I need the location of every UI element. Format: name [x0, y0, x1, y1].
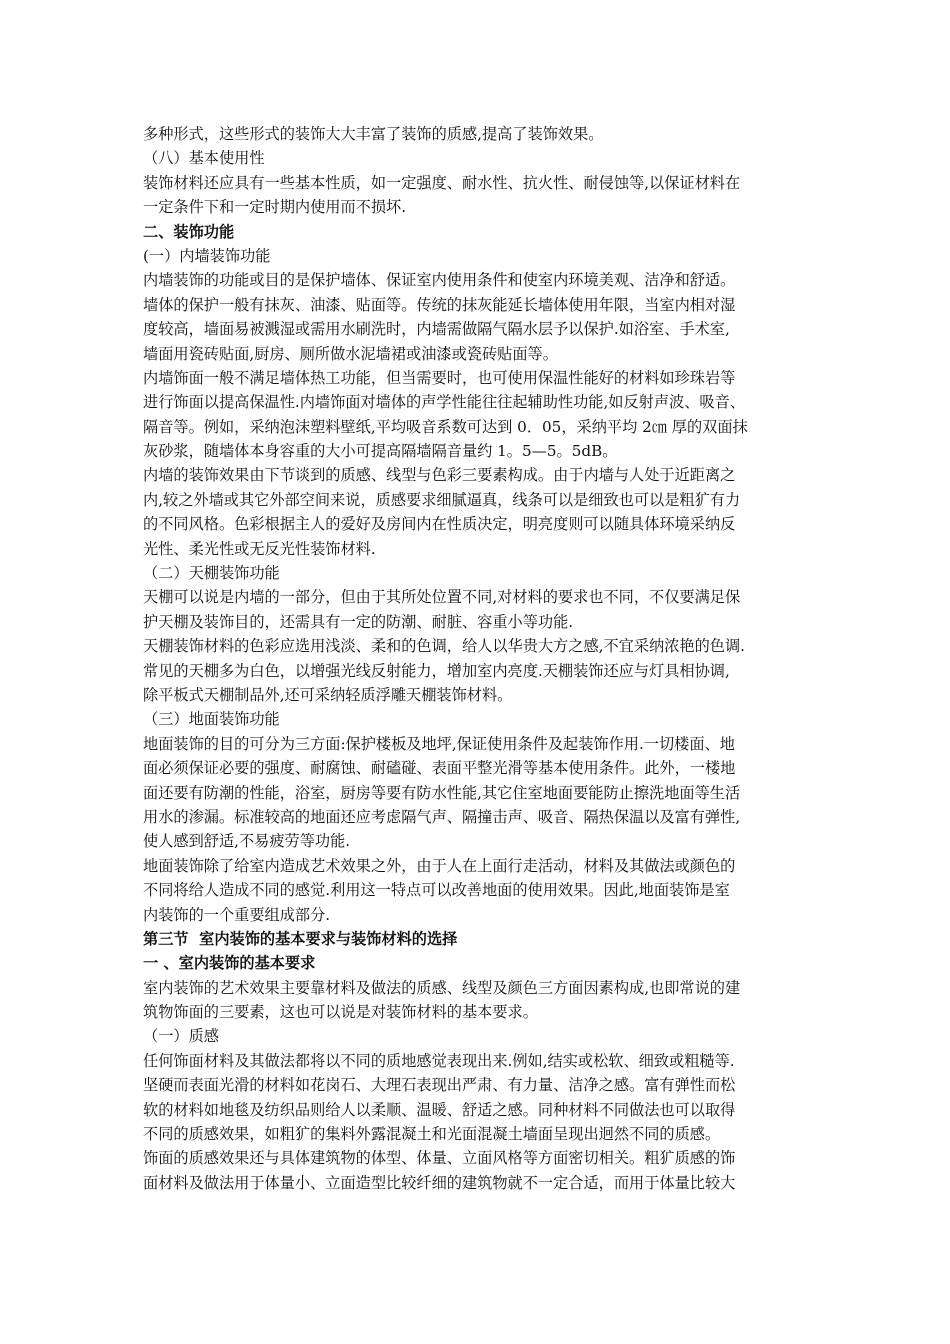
- text-line: （二）天棚装饰功能: [143, 564, 280, 583]
- text-line: 坚硬而表面光滑的材料如花岗石、大理石表现出严肃、有力量、洁净之感。富有弹性而松: [143, 1076, 736, 1095]
- section-heading: 第三节 室内装饰的基本要求与装饰材料的选择: [143, 929, 458, 948]
- text-line: 使人感到舒适,不易疲劳等功能.: [143, 832, 351, 851]
- text-line: （八）基本使用性: [143, 149, 265, 168]
- section-heading: 一 、室内装饰的基本要求: [143, 954, 316, 973]
- text-line: 筑物饰面的三要素，这也可以说是对装饰材料的基本要求。: [143, 1003, 538, 1022]
- text-line: 墙体的保护一般有抹灰、油漆、贴面等。传统的抹灰能延长墙体使用年限，当室内相对湿: [143, 295, 736, 314]
- section-heading: 二、装饰功能: [143, 222, 235, 241]
- text-line: 任何饰面材料及其做法都将以不同的质地感觉表现出来.例如,结实或松软、细致或粗糙等.: [143, 1051, 735, 1070]
- text-line: 内,较之外墙或其它外部空间来说，质感要求细腻逼真，线条可以是细致也可以是粗犷有力: [143, 490, 741, 509]
- text-line: 度较高，墙面易被溅湿或需用水刷洗时，内墙需做隔气隔水层予以保护.如浴室、手术室,: [143, 320, 730, 339]
- text-line: 进行饰面以提高保温性.内墙饰面对墙体的声学性能往往起辅助性功能,如反射声波、吸音、: [143, 393, 745, 412]
- text-line: 天棚装饰材料的色彩应选用浅淡、柔和的色调，给人以华贵大方之感,不宜采纳浓艳的色调.: [143, 637, 745, 656]
- text-line: 天棚可以说是内墙的一部分，但由于其所处位置不同,对材料的要求也不同，不仅要满足保: [143, 588, 741, 607]
- text-line: 除平板式天棚制品外,还可采纳轻质浮雕天棚装饰材料。: [143, 685, 513, 704]
- text-line: 灰砂浆，随墙体本身容重的大小可提高隔墙隔音量约 1。5—5。5dB。: [143, 442, 618, 461]
- text-line: 内墙装饰的功能或目的是保护墙体、保证室内使用条件和使室内环境美观、洁净和舒适。: [143, 271, 736, 290]
- text-line: 一定条件下和一定时期内使用而不损坏.: [143, 198, 407, 217]
- text-line: 内墙的装饰效果由下节谈到的质感、线型与色彩三要素构成。由于内墙与人处于近距离之: [143, 466, 736, 485]
- text-line: 内墙饰面一般不满足墙体热工功能，但当需要时，也可使用保温性能好的材料如珍珠岩等: [143, 368, 736, 387]
- text-line: 地面装饰除了给室内造成艺术效果之外，由于人在上面行走活动，材料及其做法或颜色的: [143, 856, 736, 875]
- text-line: (一）内墙装饰功能: [143, 246, 271, 265]
- text-line: 不同将给人造成不同的感觉.利用这一特点可以改善地面的使用效果。因此,地面装饰是室: [143, 881, 730, 900]
- text-line: 装饰材料还应具有一些基本性质，如一定强度、耐水性、抗火性、耐侵蚀等,以保证材料在: [143, 173, 741, 192]
- text-line: 面必须保证必要的强度、耐腐蚀、耐磕碰、表面平整光滑等基本使用条件。此外，一楼地: [143, 759, 736, 778]
- text-line: 隔音等。例如，采纳泡沫塑料壁纸,平均吸音系数可达到 0．05，采纳平均 2㎝ 厚的双面抹: [143, 417, 748, 436]
- text-line: 地面装饰的目的可分为三方面:保护楼板及地坪,保证使用条件及起装饰作用.一切楼面、地: [143, 734, 735, 753]
- text-line: 多种形式，这些形式的装饰大大丰富了装饰的质感,提高了装饰效果。: [143, 125, 604, 143]
- text-line: 不同的质感效果，如粗犷的集料外露混凝土和光面混凝土墙面呈现出迥然不同的质感。: [143, 1125, 721, 1144]
- text-line: 内装饰的一个重要组成部分.: [143, 905, 331, 924]
- text-line: （三）地面装饰功能: [143, 710, 280, 729]
- text-line: 墙面用瓷砖贴面,厨房、厕所做水泥墙裙或油漆或瓷砖贴面等。: [143, 344, 558, 363]
- text-line: 光性、柔光性或无反光性装饰材料.: [143, 539, 376, 558]
- text-line: 饰面的质感效果还与具体建筑物的体型、体量、立面风格等方面密切相关。粗犷质感的饰: [143, 1149, 736, 1168]
- text-line: （一）质感: [143, 1027, 219, 1046]
- text-line: 常见的天棚多为白色，以增强光线反射能力，增加室内亮度.天棚装饰还应与灯具相协调,: [143, 661, 730, 680]
- text-line: 用水的渗漏。标准较高的地面还应考虑隔气声、隔撞击声、吸音、隔热保温以及富有弹性,: [143, 807, 741, 826]
- text-line: 室内装饰的艺术效果主要靠材料及做法的质感、线型及颜色三方面因素构成,也即常说的建: [143, 978, 741, 997]
- document-body: [143, 122, 823, 1195]
- text-line: 面材料及做法用于体量小、立面造型比较纤细的建筑物就不一定合适，而用于体量比较大: [143, 1173, 736, 1192]
- text-line: 软的材料如地毯及纺织品则给人以柔顺、温暖、舒适之感。同种材料不同做法也可以取得: [143, 1100, 736, 1119]
- text-line: 护天棚及装饰目的，还需具有一定的防潮、耐脏、容重小等功能.: [143, 612, 574, 631]
- text-line: 的不同风格。色彩根据主人的爱好及房间内在性质决定，明亮度则可以随具体环境采纳反: [143, 515, 736, 534]
- text-line: 面还要有防潮的性能，浴室，厨房等要有防水性能,其它住室地面要能防止擦洗地面等生活: [143, 783, 741, 802]
